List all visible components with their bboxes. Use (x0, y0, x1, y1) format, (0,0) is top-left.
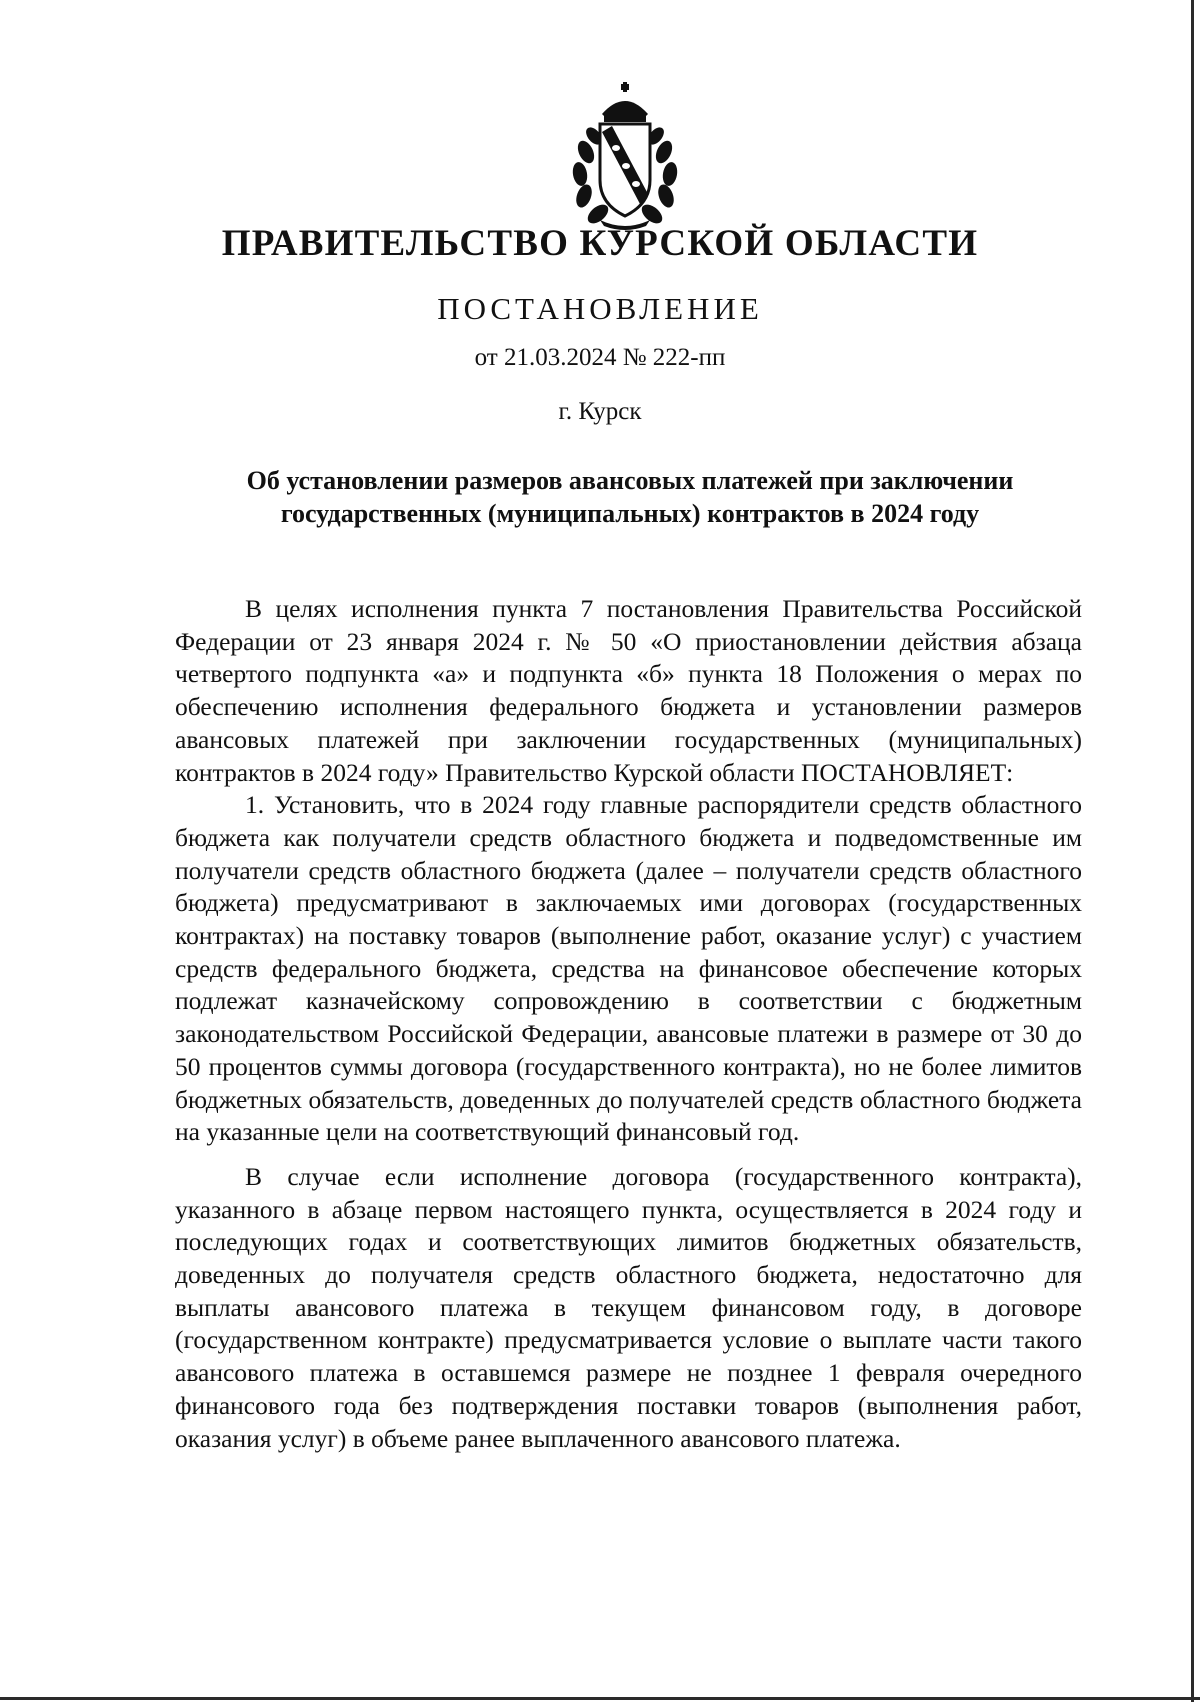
document-body (175, 593, 1082, 1455)
coat-of-arms-icon (560, 82, 690, 230)
preamble-paragraph: В целях исполнения пункта 7 постановления Правительства Российской Федерации от 23 января 2024 г. № 50 «О приостановлении действия абзаца четвертого подпункта «а» и подпункта «б» пункта 18 Положения о мерах по обеспечению исполнения федерального бюджета и установлении размеров авансовых платежей при заключении государственных (муниципальных) контрактов в 2024 году» Правительство Курской области ПОСТАНОВЛЯЕТ: (175, 594, 1082, 787)
organization-title: ПРАВИТЕЛЬСТВО КУРСКОЙ ОБЛАСТИ (221, 223, 979, 264)
item-1-paragraph: 1. Установить, что в 2024 году главные распорядители средств областного бюджета как получатели средств областного бюджета и подведомственные им получатели средств областного бюджета (далее – получатели средств областного бюджета) предусматривают в заключаемых ими договорах (государственных контрактах) на поставку товаров (выполнение работ, оказание услуг) с участием средств федерального бюджета, средства на финансовое обеспечение которых подлежат казначейскому сопровождению в соответствии с бюджетным законодательством Российской Федерации, авансовые платежи в размере от 30 до 50 процентов суммы договора (государственного контракта), но не более лимитов бюджетных обязательств, доведенных до получателей средств областного бюджета на указанные цели на соответствующий финансовый год. (175, 790, 1082, 1147)
document-number-date: от 21.03.2024 № 222-пп (474, 344, 726, 371)
subject-line-1: Об установлении размеров авансовых платежей при заключении (246, 466, 1014, 495)
document-city: г. Курск (558, 398, 642, 425)
scan-edge-bottom (0, 1697, 1200, 1700)
item-1-second-paragraph: В случае если исполнение договора (государственного контракта), указанного в абзаце первом настоящего пункта, осуществляется в 2024 году и последующих годах и соответствующих лимитов бюджетных обязательств, доведенных до получателя средств областного бюджета, недостаточно для выплаты авансового платежа в текущем финансовом году, в договоре (государственном контракте) предусматривается условие о выплате части такого авансового платежа в оставшемся размере не позднее 1 февраля очередного финансового года без подтверждения поставки товаров (выполнения работ, оказания услуг) в объеме ранее выплаченного авансового платежа. (175, 1161, 1082, 1453)
subject-line-2: государственных (муниципальных) контрактов в 2024 году (280, 499, 980, 528)
document-type: ПОСТАНОВЛЕНИЕ (437, 291, 763, 326)
document-subject (175, 464, 1085, 530)
